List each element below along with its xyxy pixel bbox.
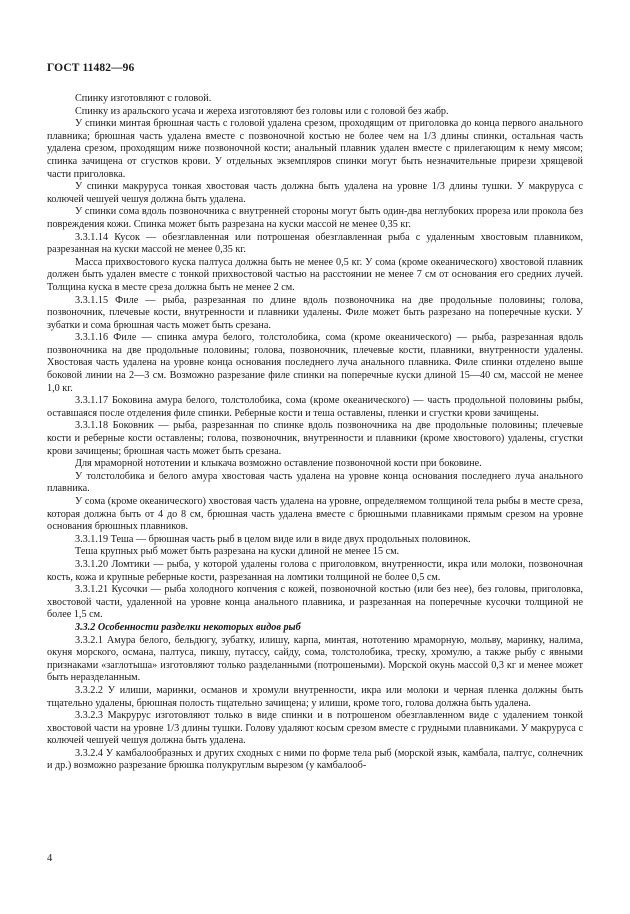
paragraph: Спинку из аральского усача и жереха изготовляют без головы или с головой без жабр. xyxy=(75,105,449,117)
paragraph: Для мраморной нототении и клыкача возможно оставление позвоночной кости при боковине. xyxy=(75,458,482,470)
paragraph: 3.3.2.1 Амура белого, бельдюгу, зубатку, илишу, карпа, минтая, нототению мраморную, мольву, маринку, налима, окуня морского, османа, палтуса, пикшу, путассу, сайду, сома, толстолобика, треску, хромулю, а также рыбу с явными признаками «заглотыша» изготовляют только разделанными (потрошеными). Морской окунь массой 0,3 кг и менее может быть неразделанным. xyxy=(47,634,583,684)
section-heading: 3.3.2 Особенности разделки некоторых видов рыб xyxy=(75,621,301,633)
paragraph: 3.3.1.14 Кусок — обезглавленная или потрошеная обезглавленная рыба с удаленным хвостовым плавником, разрезанная на куски массой не менее 0,35 кг. xyxy=(47,231,583,256)
paragraph: 3.3.1.17 Боковина амура белого, толстолобика, сома (кроме океанического) — часть продольной половины рыбы, оставшаяся после отделения филе спинки. Реберные кости и теша оставлены, пленки и сгустки крови зачищены. xyxy=(47,395,583,419)
paragraph: У толстолобика и белого амура хвостовая часть удалена на уровне конца основания последнего луча анального плавника. xyxy=(47,470,583,495)
paragraph: 3.3.1.21 Кусочки — рыба холодного копчения с кожей, позвоночной костью (или без нее), без головы, приголовка, хвостовой части, удаленной на уровне конца анального плавника, и разрезанная на поперечные кусочки толщиной не более 1,5 см. xyxy=(47,584,583,621)
paragraph: У сома (кроме океанического) хвостовая часть удалена на уровне, определяемом толщиной тела рыбы в месте среза, которая должна быть от 4 до 8 см, брюшная часть удалена вместе с брюшными плавниками прямым срезом на уровне основания брюшных плавников. xyxy=(47,496,583,533)
paragraph: У спинки сома вдоль позвоночника с внутренней стороны могут быть один-два неглубоких прореза или прокола без повреждения кожи. Спинка может быть разрезана на куски массой не менее 0,35 кг. xyxy=(47,206,583,230)
paragraph: Спинку изготовляют с головой. xyxy=(75,93,212,104)
page-number: 4 xyxy=(47,853,53,864)
paragraph: 3.3.1.20 Ломтики — рыба, у которой удалены голова с приголовком, внутренности, икра или молоки, позвоночная кость, кожа и крупные реберные кости, разрезанная на ломтики толщиной не более 0,5 см. xyxy=(47,558,583,583)
paragraph: У спинки минтая брюшная часть с головой удалена срезом, проходящим от приголовка до конца первого анального плавника; брюшная часть удалена вместе с позвоночной костью не более чем на 1/3 длины спинки, остальная часть удалена срезом, проходящим ниже позвоночной кости; анальный плавник удален вместе с прилегающим к нему мясом; спинка зачищена от сгустков крови. У отдельных экземпляров спинки могут быть незначительные прирези хрящевой части приголовка. xyxy=(47,118,583,180)
paragraph: 3.3.2.4 У камбалообразных и других сходных с ними по форме тела рыб (морской язык, камбала, палтус, солнечник и др.) возможно разрезание брюшка полукруглым вырезом (у камбалооб- xyxy=(47,747,583,772)
paragraph: 3.3.1.18 Боковник — рыба, разрезанная по спинке вдоль позвоночника на две продольные половины; плечевые кости и реберные кости оставлены; голова, позвоночник, внутренности и плавники (кроме хвостового) удалены, сгустки крови зачищены; брюшная часть может быть срезана. xyxy=(47,420,583,457)
document-header: ГОСТ 11482—96 xyxy=(47,62,135,74)
document-body xyxy=(47,93,583,773)
paragraph: 3.3.1.15 Филе — рыба, разрезанная по длине вдоль позвоночника на две продольные половины; голова, позвоночник, плечевые кости, внутренности и плавники удалены. Филе может быть разрезано на поперечные куски. У зубатки и сома брюшная часть может быть срезана. xyxy=(47,294,583,331)
paragraph: 3.3.1.16 Филе — спинка амура белого, толстолобика, сома (кроме океанического) — рыба, разрезанная вдоль позвоночника на две продольные половины; голова, позвоночник, плечевые кости, плавники, внутренности удалены. Хвостовая часть удалена на уровне конца основания последнего луча анального плавника. Филе спинки отделено выше боковой линии на 2—3 см. Возможно разрезание филе спинки на поперечные куски длиной 15—40 см, массой не менее 1,0 кг. xyxy=(47,332,583,394)
paragraph: 3.3.1.19 Теша — брюшная часть рыб в целом виде или в виде двух продольных половинок. xyxy=(75,533,471,545)
paragraph: 3.3.2.3 Макрурус изготовляют только в виде спинки и в потрошеном обезглавленном виде с удалением тонкой хвостовой части на уровне 1/3 длины тушки. Голову удаляют косым срезом вместе с грудными плавниками. У макруруса с колючей чешуей чешуя должна быть удалена. xyxy=(47,710,583,747)
paragraph: Теша крупных рыб может быть разрезана на куски длиной не менее 15 см. xyxy=(75,546,400,558)
paragraph: У спинки макруруса тонкая хвостовая часть должна быть удалена на уровне 1/3 длины тушки. У макруруса с колючей чешуей чешуя должна быть удалена. xyxy=(47,181,583,205)
paragraph: Масса прихвостового куска палтуса должна быть не менее 0,5 кг. У сома (кроме океанического) хвостовой плавник должен быть удален вместе с тонкой прихвостовой частью на расстоянии не менее 7 см от основания его средних лучей. Толщина куска в месте среза должна быть не менее 2 см. xyxy=(47,256,583,293)
paragraph: 3.3.2.2 У илиши, маринки, османов и хромули внутренности, икра или молоки и черная пленка должны быть тщательно удалены, брюшная полость тщательно зачищена; у илиши, кроме того, голова должна быть удалена. xyxy=(47,684,583,709)
